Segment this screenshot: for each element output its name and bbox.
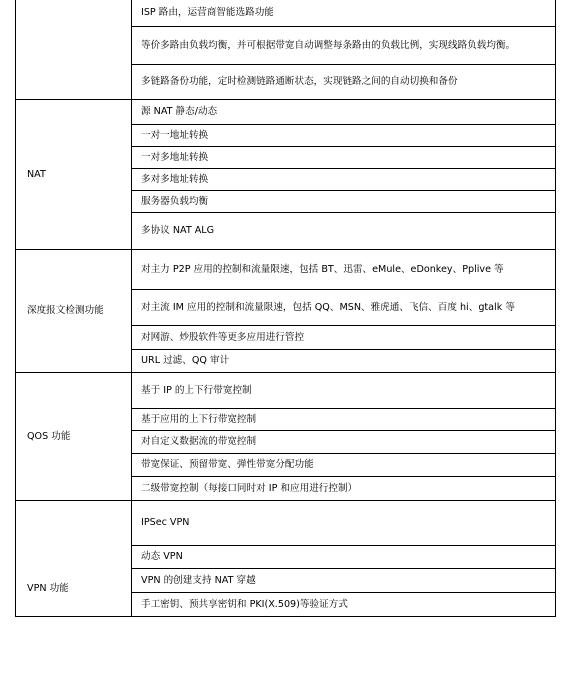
feature-cell: 对网游、炒股软件等更多应用进行管控 bbox=[141, 331, 305, 343]
feature-cell: 对自定义数据流的带宽控制 bbox=[141, 436, 257, 447]
feature-cell: 带宽保证、预留带宽、弹性带宽分配功能 bbox=[141, 459, 314, 470]
category-label-dpi: 深度报文检测功能 bbox=[27, 305, 104, 316]
feature-cell: VPN 的创建支持 NAT 穿越 bbox=[141, 574, 256, 586]
feature-cell: 一对一地址转换 bbox=[141, 129, 209, 141]
feature-cell: 基于应用的上下行带宽控制 bbox=[141, 413, 257, 425]
table-border-left bbox=[15, 0, 16, 617]
feature-cell: 二级带宽控制（每接口同时对 IP 和应用进行控制） bbox=[141, 482, 358, 494]
feature-cell: ISP 路由，运营商智能选路功能 bbox=[141, 7, 274, 18]
feature-cell: 一对多地址转换 bbox=[141, 151, 209, 163]
feature-cell: 对主流 IM 应用的控制和流量限速，包括 QQ、MSN、雅虎通、飞信、百度 hi、gtalk 等 bbox=[141, 301, 515, 313]
column-divider bbox=[131, 0, 132, 617]
category-label-vpn: VPN 功能 bbox=[27, 583, 69, 594]
feature-cell: 源 NAT 静态/动态 bbox=[141, 106, 218, 117]
feature-cell: 多协议 NAT ALG bbox=[141, 225, 215, 236]
table-border-bottom bbox=[15, 616, 556, 617]
table-border-right bbox=[555, 0, 556, 617]
feature-cell: 动态 VPN bbox=[141, 551, 183, 562]
feature-cell: IPSec VPN bbox=[141, 517, 190, 528]
feature-cell: 服务器负载均衡 bbox=[141, 195, 209, 207]
feature-cell: 多对多地址转换 bbox=[141, 173, 209, 185]
feature-table bbox=[15, 0, 556, 617]
feature-cell: 对主力 P2P 应用的控制和流量限速，包括 BT、迅雷、eMule、eDonkey、Pplive 等 bbox=[141, 263, 504, 275]
category-label-qos: QOS 功能 bbox=[27, 430, 71, 442]
feature-cell: 等价多路由负载均衡，并可根据带宽自动调整每条路由的负载比例，实现线路负载均衡。 bbox=[141, 39, 516, 51]
feature-cell: 多链路备份功能，定时检测链路通断状态，实现链路之间的自动切换和备份 bbox=[141, 76, 458, 87]
feature-cell: 基于 IP 的上下行带宽控制 bbox=[141, 384, 252, 396]
feature-cell: URL 过滤、QQ 审计 bbox=[141, 355, 230, 366]
category-label-nat: NAT bbox=[27, 168, 46, 180]
feature-cell: 手工密钥、预共享密钥和 PKI(X.509)等验证方式 bbox=[141, 598, 348, 610]
